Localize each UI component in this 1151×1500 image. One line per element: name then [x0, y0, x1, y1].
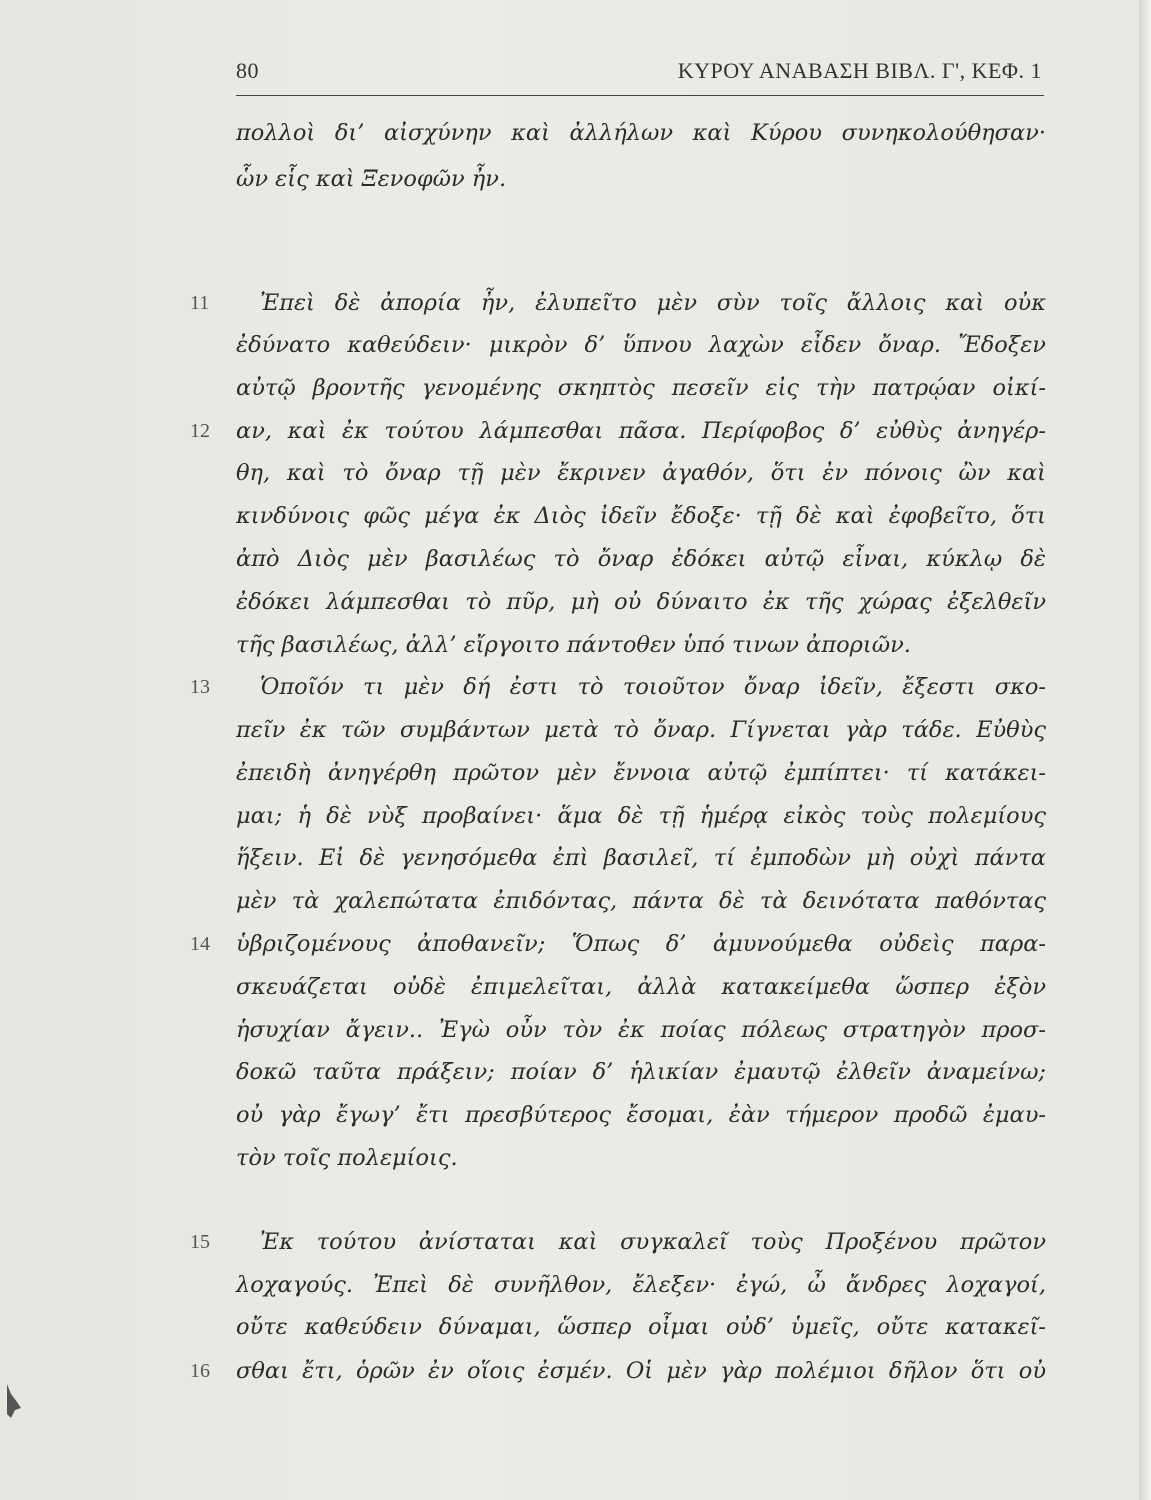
- section-number: 15: [190, 1231, 210, 1253]
- text-line: τὸν τοῖς πολεμίοις.: [236, 1145, 458, 1171]
- page-number: 80: [236, 58, 259, 83]
- text-line: μαι; ἡ δὲ νὺξ προβαίνει· ἅμα δὲ τῇ ἡμέρᾳ εἰκὸς τοὺς πολεμίους: [236, 803, 1046, 829]
- text-line: οὔτε καθεύδειν δύναμαι, ὥσπερ οἶμαι οὐδ’ ὑμεῖς, οὔτε κατακεῖ-: [236, 1314, 1046, 1340]
- scan-smudge-mark: [1, 1380, 29, 1430]
- text-line: λοχαγούς. Ἐπεὶ δὲ συνῆλθον, ἔλεξεν· ἐγώ, ὦ ἄνδρες λοχαγοί,: [236, 1272, 1046, 1298]
- text-line: ἐπειδὴ ἀνηγέρθη πρῶτον μὲν ἔννοια αὐτῷ ἐμπίπτει· τί κατάκει-: [236, 760, 1046, 786]
- text-line: Ἐπεὶ δὲ ἀπορία ἦν, ἐλυπεῖτο μὲν σὺν τοῖς ἄλλοις καὶ οὐκ: [260, 290, 1046, 316]
- text-line: θη, καὶ τὸ ὄναρ τῇ μὲν ἔκρινεν ἀγαθόν, ὅτι ἐν πόνοις ὢν καὶ: [236, 460, 1046, 486]
- text-line: Ἐκ τούτου ἀνίσταται καὶ συγκαλεῖ τοὺς Προξένου πρῶτον: [260, 1229, 1046, 1255]
- text-line: ὧν εἷς καὶ Ξενοφῶν ἦν.: [236, 166, 507, 192]
- text-line: σθαι ἔτι, ὁρῶν ἐν οἵοις ἐσμέν. Οἱ μὲν γὰρ πολέμιοι δῆλον ὅτι οὐ: [236, 1358, 1046, 1384]
- running-title: ΚΥΡΟΥ ΑΝΑΒΑΣΗ ΒΙΒΛ. Γ', ΚΕΦ. 1: [677, 58, 1042, 83]
- section-number: 16: [190, 1360, 210, 1382]
- text-line: ἥξειν. Εἰ δὲ γενησόμεθα ἐπὶ βασιλεῖ, τί ἐμποδὼν μὴ οὐχὶ πάντα: [236, 845, 1046, 871]
- text-line: σκευάζεται οὐδὲ ἐπιμελεῖται, ἀλλὰ κατακείμεθα ὥσπερ ἐξὸν: [236, 974, 1046, 1000]
- text-line: κινδύνοις φῶς μέγα ἐκ Διὸς ἰδεῖν ἔδοξε· τῇ δὲ καὶ ἐφοβεῖτο, ὅτι: [236, 503, 1046, 529]
- text-line: τῆς βασιλέως, ἀλλ’ εἴργοιτο πάντοθεν ὑπό τινων ἀποριῶν.: [236, 632, 911, 658]
- text-line: πολλοὶ δι’ αἰσχύνην καὶ ἀλλήλων καὶ Κύρου συνηκολούθησαν·: [236, 120, 1046, 146]
- text-line: πεῖν ἐκ τῶν συμβάντων μετὰ τὸ ὄναρ. Γίγνεται γὰρ τάδε. Εὐθὺς: [236, 717, 1046, 743]
- text-line: αὐτῷ βροντῆς γενομένης σκηπτὸς πεσεῖν εἰς τὴν πατρῴαν οἰκί-: [236, 375, 1046, 401]
- page-edge-shadow: [1139, 0, 1151, 1500]
- section-number: 11: [190, 292, 210, 314]
- text-line: ἐδύνατο καθεύδειν· μικρὸν δ’ ὕπνου λαχὼν εἶδεν ὄναρ. Ἔδοξεν: [236, 332, 1046, 358]
- text-line: ἐδόκει λάμπεσθαι τὸ πῦρ, μὴ οὐ δύναιτο ἐκ τῆς χώρας ἐξελθεῖν: [236, 589, 1046, 615]
- header-rule: [236, 95, 1044, 96]
- section-number: 13: [190, 676, 210, 698]
- text-line: Ὁποῖόν τι μὲν δή ἐστι τὸ τοιοῦτον ὄναρ ἰδεῖν, ἔξεστι σκο-: [260, 674, 1046, 700]
- running-header: [236, 58, 1046, 90]
- text-line: ἡσυχίαν ἄγειν.. Ἐγὼ οὖν τὸν ἐκ ποίας πόλεως στρατηγὸν προσ-: [236, 1017, 1046, 1043]
- text-line: μὲν τὰ χαλεπώτατα ἐπιδόντας, πάντα δὲ τὰ δεινότατα παθόντας: [236, 888, 1046, 914]
- text-line: οὐ γὰρ ἔγωγ’ ἔτι πρεσβύτερος ἔσομαι, ἐὰν τήμερον προδῶ ἐμαυ-: [236, 1102, 1046, 1128]
- section-number: 12: [190, 420, 210, 442]
- text-line: ὑβριζομένους ἀποθανεῖν; Ὅπως δ’ ἀμυνούμεθα οὐδεὶς παρα-: [236, 931, 1046, 957]
- text-line: αν, καὶ ἐκ τούτου λάμπεσθαι πᾶσα. Περίφοβος δ’ εὐθὺς ἀνηγέρ-: [236, 418, 1046, 444]
- text-line: ἀπὸ Διὸς μὲν βασιλέως τὸ ὄναρ ἐδόκει αὐτῷ εἶναι, κύκλῳ δὲ: [236, 546, 1046, 572]
- section-number: 14: [190, 933, 210, 955]
- text-line: δοκῶ ταῦτα πράξειν; ποίαν δ’ ἡλικίαν ἐμαυτῷ ἐλθεῖν ἀναμείνω;: [236, 1059, 1046, 1085]
